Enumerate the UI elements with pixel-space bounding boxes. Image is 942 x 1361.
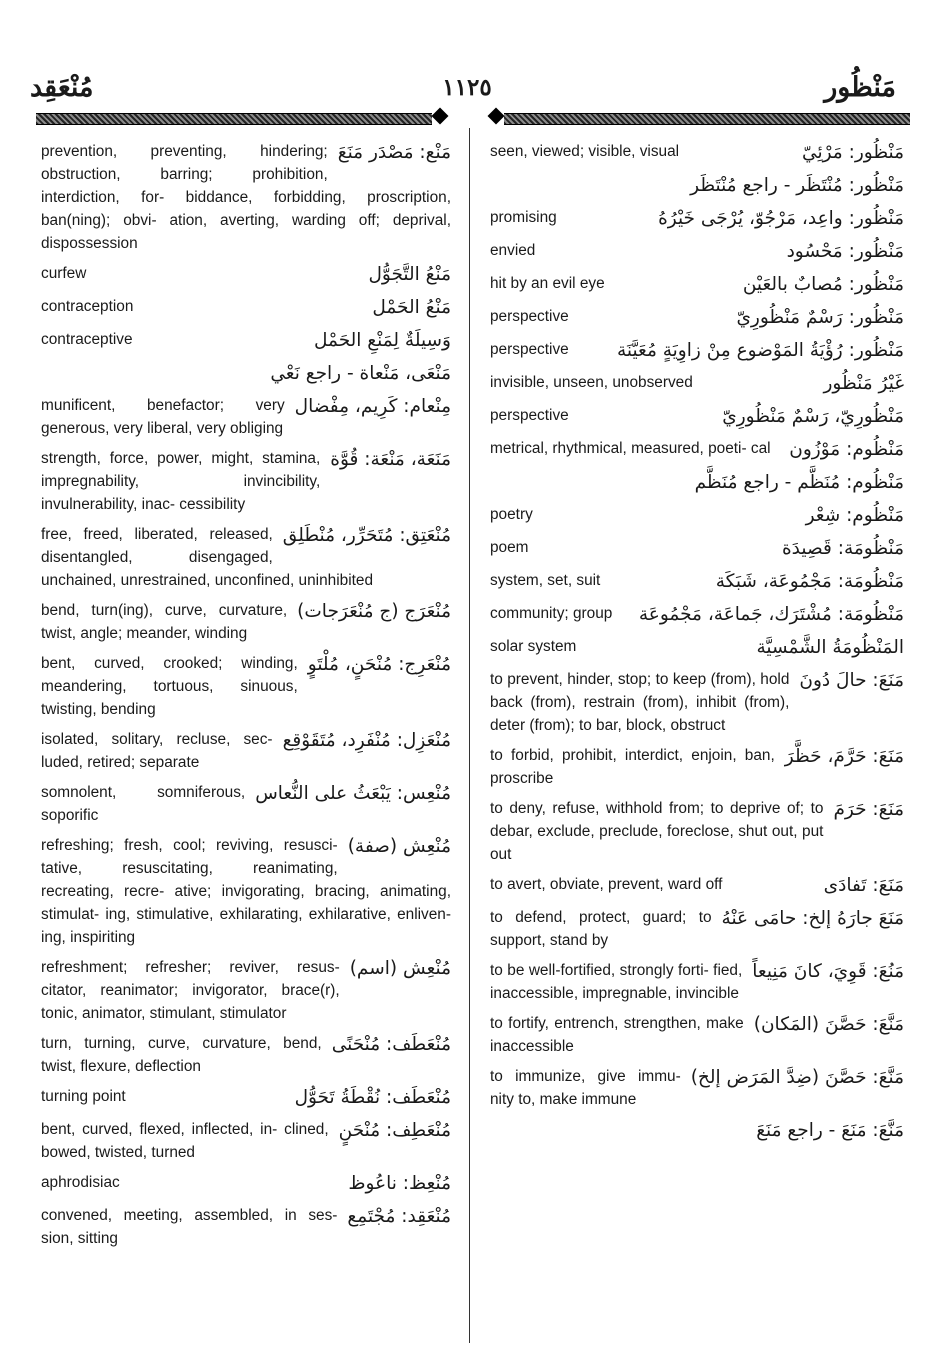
dictionary-entry	[490, 959, 904, 1005]
arabic-headword: مَنُعَ: قَوِيَ، كانَ مَنِيعاً	[752, 961, 904, 982]
dictionary-entry	[41, 781, 451, 827]
english-definition: perspective	[490, 341, 569, 358]
arabic-headword: مَنَعَ: حالَ دُونَ	[799, 670, 904, 691]
dictionary-entry	[41, 1085, 451, 1111]
english-definition: perspective	[490, 308, 569, 325]
dictionary-entry	[490, 140, 904, 166]
english-definition: perspective	[490, 407, 569, 424]
arabic-headword: مَنَّعَ: حَصَّنَ (ضِدَّ المَرَض إلخ)	[690, 1067, 904, 1088]
arabic-headword: مَنْظُوم: شِعْر	[805, 505, 904, 526]
dictionary-entry	[490, 305, 904, 331]
header-rule-left	[36, 110, 446, 126]
arabic-headword: مُنْعَطِف: مُنْحَنٍ	[338, 1120, 451, 1141]
dictionary-entry	[41, 140, 451, 255]
dictionary-entry	[490, 668, 904, 737]
arabic-headword: مَنَعَ: تَفادَى	[823, 875, 904, 896]
english-definition: turning point	[41, 1088, 126, 1105]
dictionary-entry	[490, 272, 904, 298]
header-rule-right	[490, 110, 910, 126]
dictionary-entry	[490, 470, 904, 496]
dictionary-entry	[490, 602, 904, 628]
arabic-headword: مَنْظُور: واعِد، مَرْجُوّ، يُرْجَى خَيْرُهُ	[658, 208, 904, 229]
arabic-headword: مَنْظُوم: مُنَظَّم - راجع مُنَظَّم	[694, 472, 904, 493]
dictionary-entry	[41, 652, 451, 721]
arabic-headword: مَنَعَ: حَرَّمَ، حَظَّرَ	[784, 746, 904, 767]
arabic-headword: مَنْظُور: رَسْمٌ مَنْظُورِيّ	[736, 307, 904, 328]
dictionary-entry	[41, 295, 451, 321]
dictionary-entry	[490, 371, 904, 397]
dictionary-entry	[490, 338, 904, 364]
english-definition: solar system	[490, 638, 577, 655]
english-definition: to defend, protect, guard; to support, stand by	[490, 909, 712, 949]
arabic-headword: مُنْعَتِق: مُتَحَرِّر، مُنْطَلِق	[282, 525, 451, 546]
dictionary-entry	[490, 906, 904, 952]
english-definition: invisible, unseen, unobserved	[490, 374, 693, 391]
dictionary-entry	[490, 873, 904, 899]
english-definition: promising	[490, 209, 557, 226]
english-definition: system, set, suit	[490, 572, 601, 589]
english-definition: munificent, benefactor; very generous, very liberal, very obliging	[41, 397, 285, 437]
dictionary-entry	[490, 1065, 904, 1111]
arabic-headword: مَنْعُ الحَمْل	[372, 297, 451, 318]
arabic-headword: مُنْعَرِج: مُنْحَنٍ، مُلْتَوٍ	[307, 654, 451, 675]
arabic-headword: مِنْعام: كَرِيم، مِفْضال	[294, 396, 451, 417]
dictionary-entry	[490, 744, 904, 790]
english-definition: bent, curved, flexed, inflected, in- clined, bowed, twisted, turned	[41, 1121, 329, 1161]
dictionary-entry	[41, 599, 451, 645]
arabic-headword: مَنْع: مَصْدَر مَنَعَ	[337, 142, 451, 163]
dictionary-entry	[41, 1171, 451, 1197]
english-definition: poem	[490, 539, 529, 556]
column-divider	[469, 128, 470, 1343]
english-definition: contraception	[41, 298, 134, 315]
english-definition: to immunize, give immu- nity to, make immune	[490, 1068, 681, 1108]
english-definition: bent, curved, crooked; winding, meandering, tortuous, sinuous, twisting, bending	[41, 655, 298, 718]
dictionary-entry	[490, 503, 904, 529]
arabic-headword: مَنَّعَ: مَنَعَ - راجع مَنَعَ	[756, 1120, 904, 1141]
english-definition: community; group	[490, 605, 613, 622]
arabic-headword: مَنَّعَ: حَصَّنَ (المَكان)	[753, 1014, 904, 1035]
english-definition: contraceptive	[41, 331, 133, 348]
english-definition: strength, force, power, might, stamina, impregnability, invincibility, invulnerability, inac- cessibility	[41, 450, 321, 513]
dictionary-entry	[41, 1032, 451, 1078]
arabic-headword: مَنَعَة، مَنْعَة: قُوَّة	[330, 449, 451, 470]
arabic-headword: مَنْظُور: رُؤْيَةُ المَوْضوع مِنْ زاوِيَةٍ مُعَيَّنَة	[616, 340, 904, 361]
arabic-headword: مَنْظُور: مُصابٌ بالعَيْن	[742, 274, 904, 295]
english-definition: to be well-fortified, strongly forti- fied, inaccessible, impregnable, invincible	[490, 962, 743, 1002]
arabic-headword: المَنْظُومَةُ الشَّمْسِيَّة	[756, 637, 904, 658]
arabic-headword: وَسِيلَةٌ لِمَنْعِ الحَمْل	[313, 330, 451, 351]
english-definition: poetry	[490, 506, 533, 523]
arabic-headword: مَنْظُوم: مَوْزُون	[789, 439, 904, 460]
left-column	[41, 140, 451, 1257]
arabic-headword: غَيْرُ مَنْظُور	[823, 373, 904, 394]
dictionary-entry	[41, 1204, 451, 1250]
dictionary-entry	[41, 394, 451, 440]
running-head-right: مَنْظُور	[824, 72, 896, 103]
arabic-headword: مَنَعَ: حَرَمَ	[833, 799, 904, 820]
arabic-headword: مَنْظُومَة: مَجْمُوعَة، شَبَكَة	[715, 571, 904, 592]
dictionary-entry	[490, 536, 904, 562]
dictionary-entry	[41, 834, 451, 949]
arabic-headword: مُنْعَزِل: مُنْفَرِد، مُتَقَوْقِع	[282, 730, 451, 751]
arabic-headword: مَنَعَ جارَهُ إلخ: حامَى عَنْهُ	[721, 908, 904, 929]
arabic-headword: مُنْعِش (صفة)	[347, 836, 451, 857]
english-definition: envied	[490, 242, 536, 259]
english-definition: to fortify, entrench, strengthen, make inaccessible	[490, 1015, 744, 1055]
dictionary-entry	[41, 523, 451, 592]
dictionary-entry	[490, 569, 904, 595]
english-definition: to deny, refuse, withhold from; to deprive of; to debar, exclude, preclude, foreclose, shut out, put out	[490, 800, 824, 863]
diamond-ornament-icon	[488, 108, 505, 125]
arabic-headword: مُنْعَطَف: نُقْطَةُ تَحَوُّل	[294, 1087, 451, 1108]
arabic-headword: مُنْعَطَف: مُنْحَنًى	[331, 1034, 451, 1055]
dictionary-entry	[490, 239, 904, 265]
english-definition: prevention, preventing, hindering; obstruction, barring; prohibition, interdiction, for- biddance, forbidding, proscription, ban(ning); obvi- ation, averting, warding off; deprival, dispossession	[41, 143, 451, 252]
running-head-left: مُنْعَقِد	[30, 72, 94, 103]
arabic-headword: مَنْعَى، مَنْعاة - راجع نَعْي	[270, 363, 451, 384]
dictionary-entry	[41, 728, 451, 774]
arabic-headword: مَنْظُور: مَرْئِيّ	[802, 142, 904, 163]
english-definition: hit by an evil eye	[490, 275, 605, 292]
arabic-headword: مَنْظُومَة: قَصِيدَة	[781, 538, 904, 559]
dictionary-entry	[41, 328, 451, 354]
arabic-headword: مَنْعُ التَّجَوُّل	[368, 264, 451, 285]
arabic-headword: مُنْعَرَج (ج مُنْعَرَجات)	[297, 601, 451, 622]
english-definition: refreshment; refresher; reviver, resus- citator, reanimator; invigorator, brace(r), tonic, animator, stimulant, stimulator	[41, 959, 340, 1022]
english-definition: metrical, rhythmical, measured, poeti- cal	[490, 440, 771, 457]
right-column	[490, 140, 904, 1151]
dictionary-entry	[41, 447, 451, 516]
dictionary-entry	[490, 797, 904, 866]
dictionary-entry	[490, 206, 904, 232]
english-definition: free, freed, liberated, released, disentangled, disengaged, unchained, unrestrained, unconfined, uninhibited	[41, 526, 374, 589]
dictionary-entry	[490, 173, 904, 199]
arabic-headword: مَنْظُور: مُنْتَظَر - راجع مُنْتَظَر	[690, 175, 904, 196]
english-definition: to prevent, hinder, stop; to keep (from), hold back (from), restrain (from), inhibit (from), deter (from); to bar, block, obstruct	[490, 671, 790, 734]
dictionary-entry	[490, 1118, 904, 1144]
dictionary-entry	[490, 437, 904, 463]
dictionary-entry	[490, 1012, 904, 1058]
arabic-headword: مَنْظُور: مَحْسُود	[786, 241, 904, 262]
dictionary-entry	[490, 404, 904, 430]
english-definition: isolated, solitary, recluse, sec- luded, retired; separate	[41, 731, 273, 771]
english-definition: curfew	[41, 265, 87, 282]
arabic-headword: مُنْعَقِد: مُجْتَمِع	[347, 1206, 451, 1227]
english-definition: aphrodisiac	[41, 1174, 120, 1191]
arabic-headword: مُنْعِس: يَبْعَثُ على النُّعاس	[255, 783, 451, 804]
english-definition: seen, viewed; visible, visual	[490, 143, 680, 160]
dictionary-entry	[41, 956, 451, 1025]
arabic-headword: مُنْعِش (اسم)	[349, 958, 451, 979]
english-definition: refreshing; fresh, cool; reviving, resusci- tative, resuscitating, reanimating, recreating, recre- ative; invigorating, bracing, animating, stimulat- ing, stimulative, exhilarating, exhilarative, enliven- ing, inspiriting	[41, 837, 451, 946]
page-number: ١١٢٥	[442, 74, 492, 101]
dictionary-entry	[41, 262, 451, 288]
english-definition: bend, turn(ing), curve, curvature, twist, angle; meander, winding	[41, 602, 288, 642]
dictionary-entry	[41, 361, 451, 387]
arabic-headword: مَنْظُورِيّ، رَسْمٌ مَنْظُورِيّ	[722, 406, 904, 427]
english-definition: somnolent, somniferous, soporific	[41, 784, 246, 824]
arabic-headword: مَنْظُومَة: مُشْتَرَك، جَماعَة، مَجْمُوعَة	[638, 604, 904, 625]
dictionary-entry	[41, 1118, 451, 1164]
english-definition: turn, turning, curve, curvature, bend, twist, flexure, deflection	[41, 1035, 322, 1075]
english-definition: to avert, obviate, prevent, ward off	[490, 876, 723, 893]
arabic-headword: مُنْعِظ: ناعُوظ	[348, 1173, 451, 1194]
dictionary-entry	[490, 635, 904, 661]
diamond-ornament-icon	[432, 108, 449, 125]
english-definition: to forbid, prohibit, interdict, enjoin, ban, proscribe	[490, 747, 775, 787]
english-definition: convened, meeting, assembled, in ses- sion, sitting	[41, 1207, 338, 1247]
